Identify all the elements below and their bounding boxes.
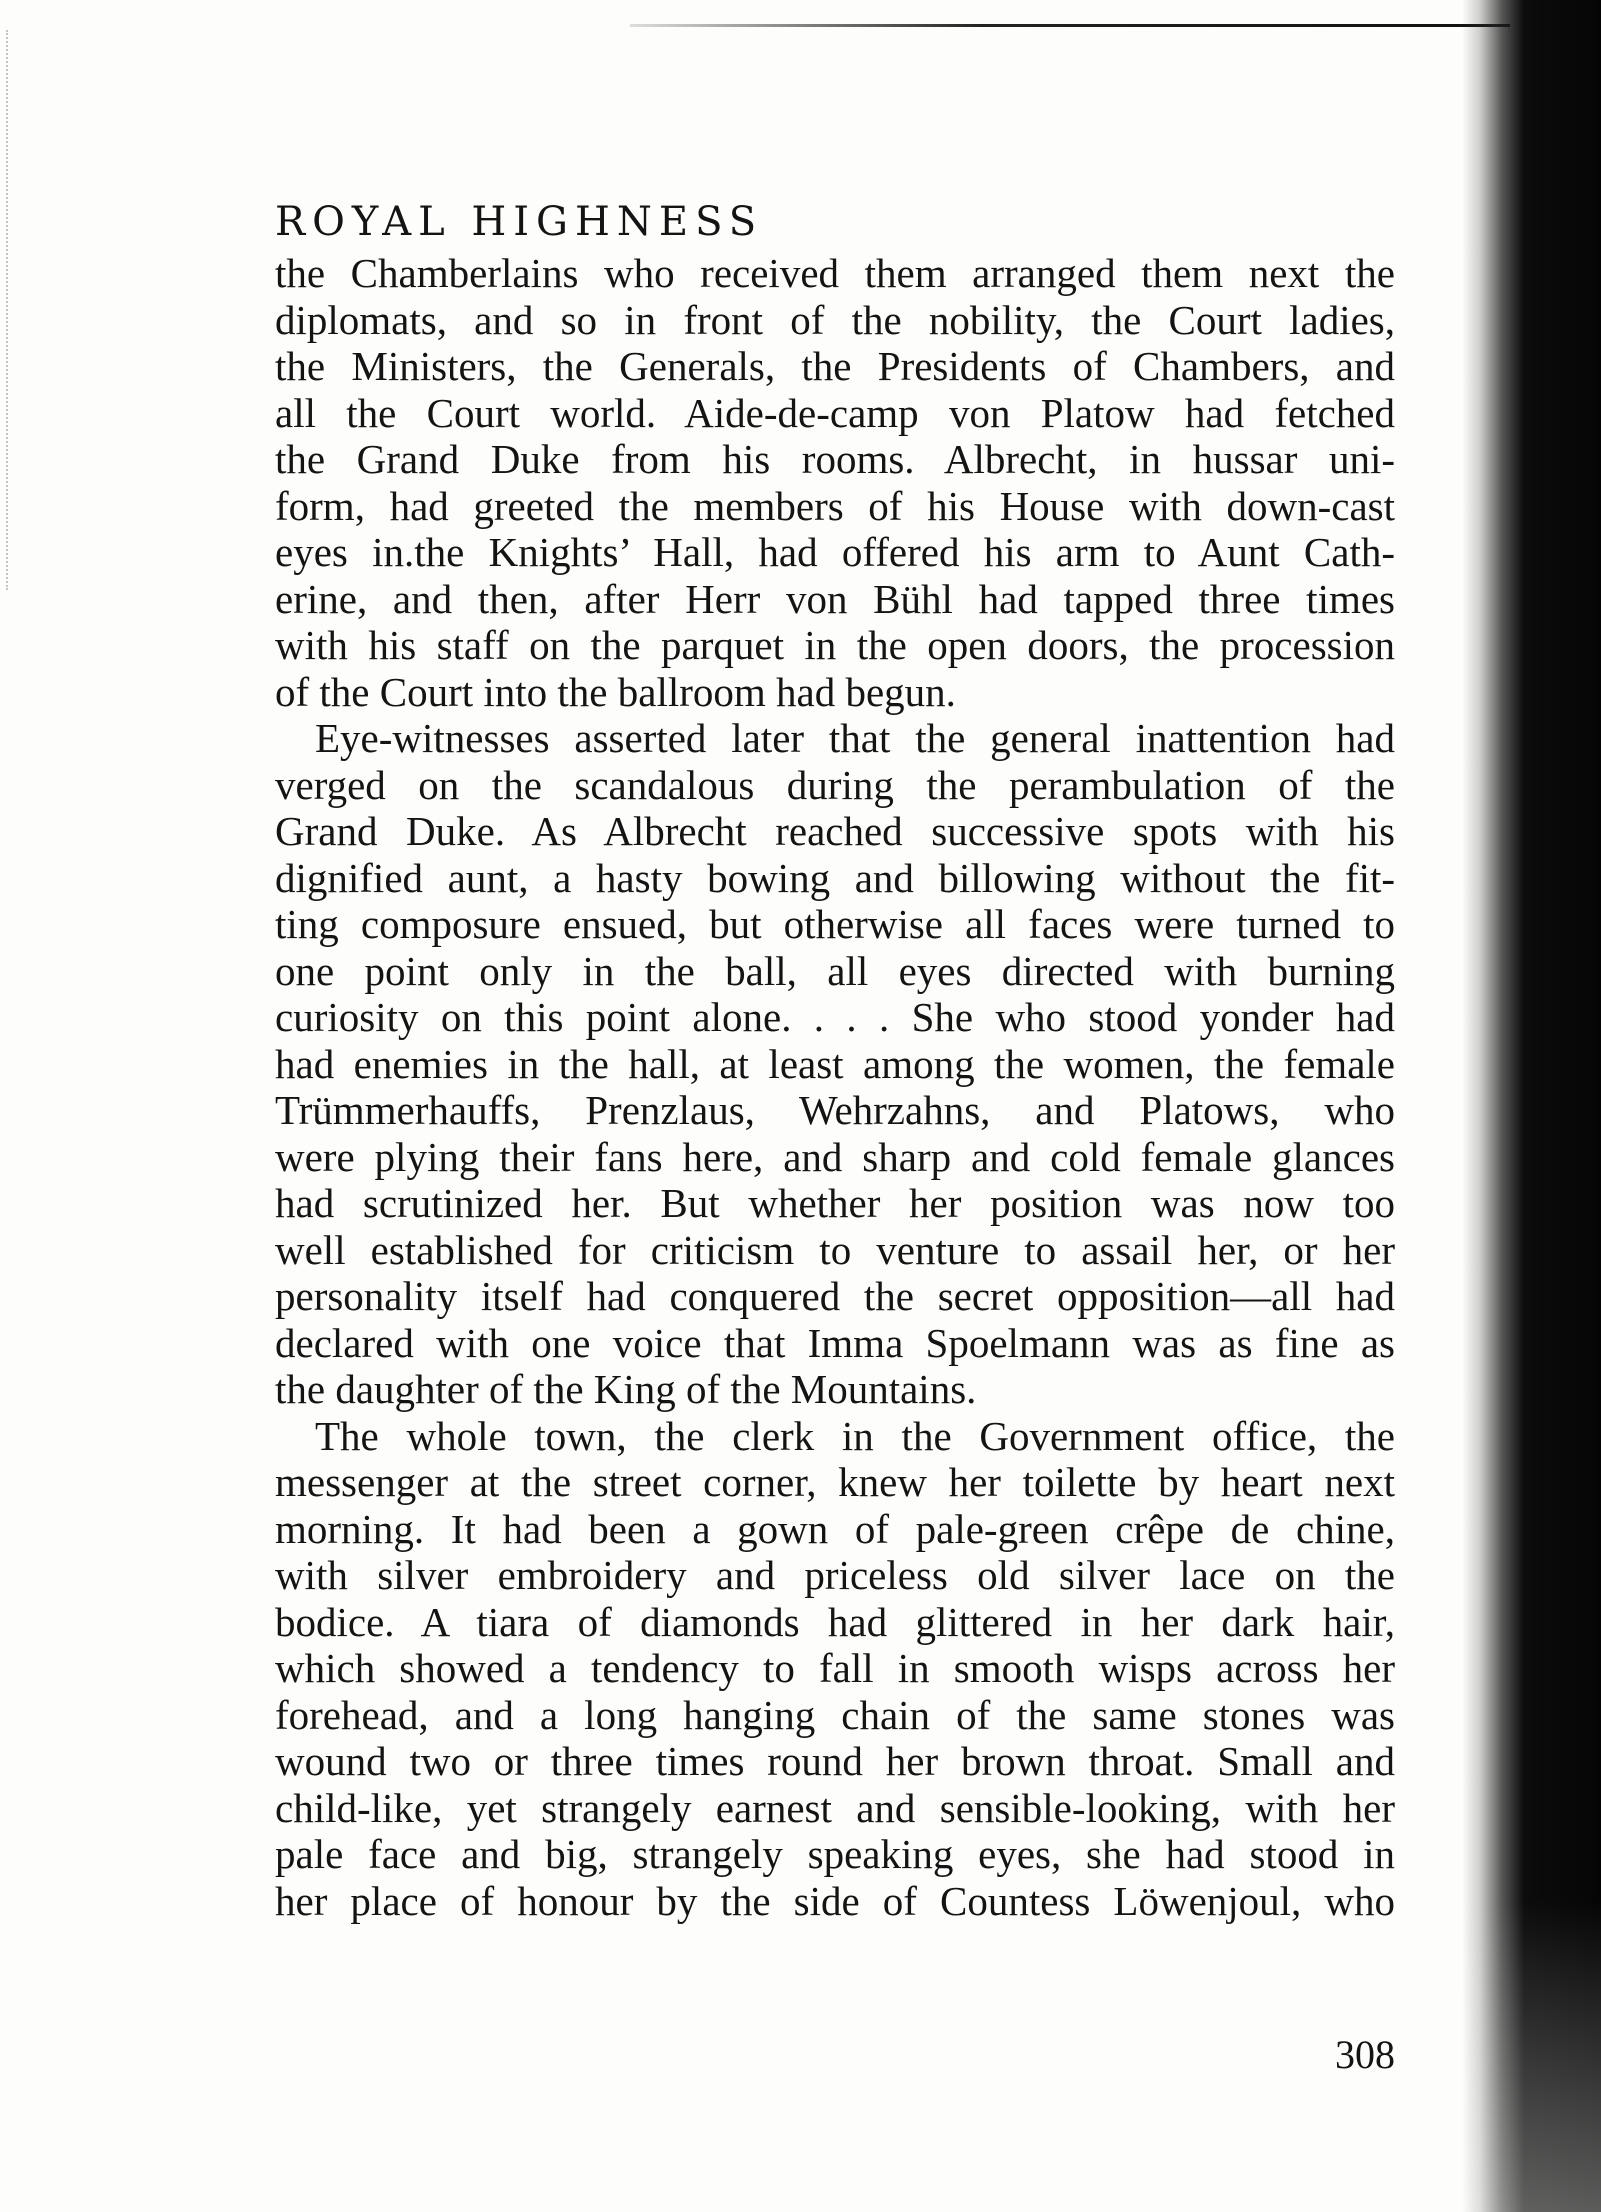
text-line: one point only in the ball, all eyes directed with burning (275, 947, 1395, 994)
text-line: curiosity on this point alone. . . . She who stood yonder had (275, 994, 1395, 1040)
text-line: ting composure ensued, but otherwise all faces were turned to (275, 901, 1395, 947)
text-line: forehead, and a long hanging chain of the same stones was (275, 1691, 1395, 1738)
text-line: the Chamberlains who received them arranged them next the (275, 250, 1395, 296)
text-line: The whole town, the clerk in the Government office, the (315, 1412, 1395, 1459)
text-line: declared with one voice that Imma Spoelmann was as fine as (275, 1319, 1395, 1366)
text-line: Grand Duke. As Albrecht reached successive spots with his (275, 808, 1395, 854)
text-line: dignified aunt, a hasty bowing and billowing without the fit- (275, 854, 1395, 901)
text-line: well established for criticism to venture to assail her, or her (275, 1226, 1395, 1273)
text-line: Eye-witnesses asserted later that the general inattention had (315, 715, 1395, 761)
text-line: verged on the scandalous during the perambulation of the (275, 761, 1395, 808)
text-line: personality itself had conquered the secret opposition—all had (275, 1273, 1395, 1319)
text-line: were plying their fans here, and sharp and cold female glances (275, 1133, 1395, 1180)
page-number: 308 (1335, 2032, 1395, 2077)
text-line: Trümmerhauffs, Prenzlaus, Wehrzahns, and Platows, who (275, 1087, 1395, 1133)
text-line: her place of honour by the side of Countess Löwenjoul, who (275, 1877, 1395, 1924)
text-line: child-like, yet strangely earnest and sensible-looking, with her (275, 1784, 1395, 1831)
left-margin-marks (6, 30, 20, 590)
text-line: the Grand Duke from his rooms. Albrecht, in hussar uni- (275, 436, 1395, 482)
text-line: messenger at the street corner, knew her toilette by heart next (275, 1459, 1395, 1505)
text-line: eyes in.the Knights’ Hall, had offered his arm to Aunt Cath- (275, 529, 1395, 575)
text-line: the daughter of the King of the Mountains. (275, 1366, 977, 1412)
text-line: had scrutinized her. But whether her position was now too (275, 1180, 1395, 1226)
text-line: form, had greeted the members of his House with down-cast (275, 482, 1395, 529)
text-line: wound two or three times round her brown throat. Small and (275, 1738, 1395, 1784)
text-line: erine, and then, after Herr von Bühl had tapped three times (275, 575, 1395, 622)
text-line: the Ministers, the Generals, the Presidents of Chambers, and (275, 343, 1395, 389)
text-line: of the Court into the ballroom had begun. (275, 668, 956, 715)
text-line: morning. It had been a gown of pale-green crêpe de chine, (275, 1505, 1395, 1552)
text-line: with silver embroidery and priceless old silver lace on the (275, 1552, 1395, 1598)
book-binding-shadow (1462, 0, 1601, 2212)
body-text (275, 250, 1395, 1924)
top-scan-rule (630, 24, 1510, 27)
binding-fade (1462, 1900, 1601, 2212)
text-line: which showed a tendency to fall in smooth wisps across her (275, 1645, 1395, 1691)
text-line: with his staff on the parquet in the open doors, the procession (275, 622, 1395, 668)
text-line: all the Court world. Aide-de-camp von Platow had fetched (275, 389, 1395, 436)
running-head: ROYAL HIGHNESS (275, 199, 764, 245)
text-line: diplomats, and so in front of the nobility, the Court ladies, (275, 296, 1395, 343)
text-line: pale face and big, strangely speaking eyes, she had stood in (275, 1831, 1395, 1877)
text-line: had enemies in the hall, at least among the women, the female (275, 1040, 1395, 1087)
text-line: bodice. A tiara of diamonds had glittered in her dark hair, (275, 1598, 1395, 1645)
